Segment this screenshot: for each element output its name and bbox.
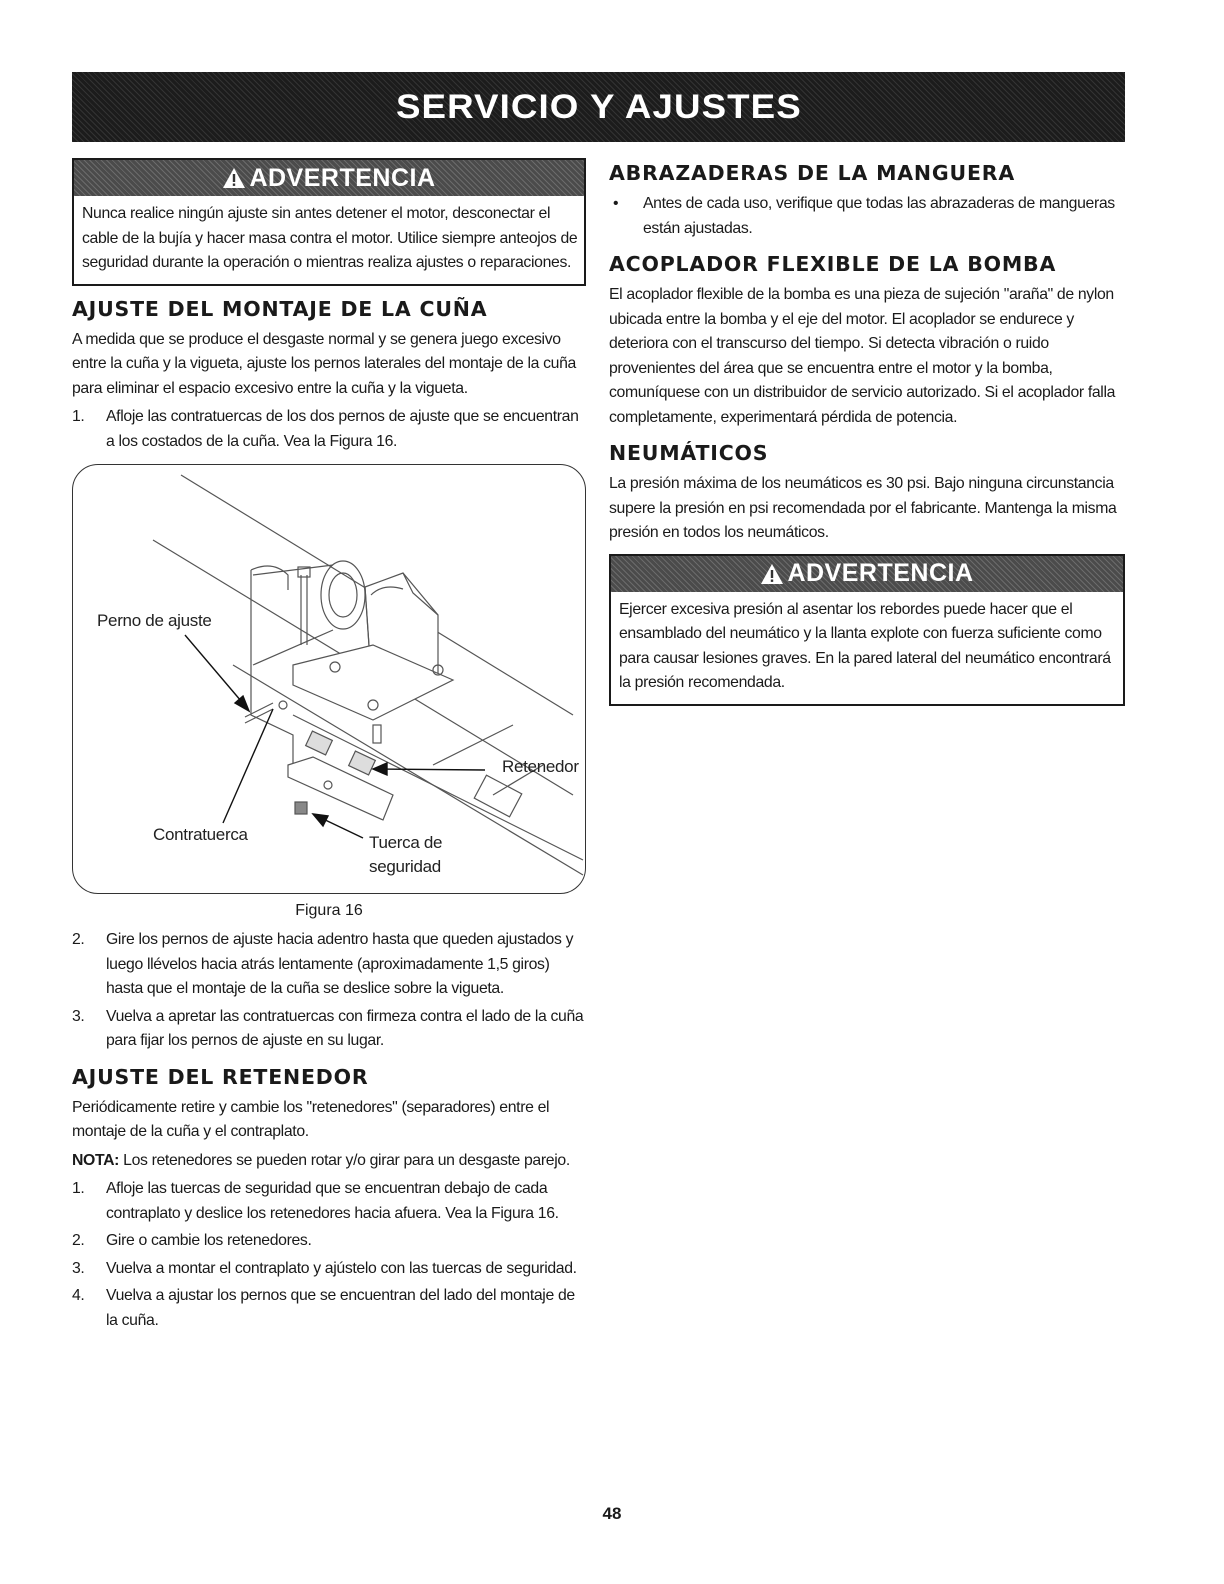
coupler-text: El acoplador flexible de la bomba es una pieza de sujeción "araña" de nylon ubicada entre la bomba y el eje del motor. El acoplador se endurece y deteriora con el transcurso del tiempo. Si detecta vibración o ruido provenientes del área que se encuentra entre el motor y la bomba, comuníquese con un distribuidor de servicio autorizado. Si el acoplador falla completamente, experimentará pérdida de potencia.	[609, 286, 1116, 426]
step-text: Gire los pernos de ajuste hacia adentro hasta que queden ajustados y luego llévelos hacia atrás lentamente (aproximadamente 1,5 giros) hasta que el montaje de la cuña se deslice sobre la vigueta.	[106, 931, 574, 997]
warning-text: Nunca realice ningún ajuste sin antes detener el motor, desconectar el cable de la bujía y hacer masa contra el motor. Utilice siempre anteojos de seguridad durante la operación o mientras realiza ajustes o reparaciones.	[82, 205, 578, 271]
list-item	[72, 1257, 586, 1282]
label-contratuerca: Contratuerca	[153, 825, 248, 844]
retainer-steps	[72, 1177, 586, 1333]
tires-text: La presión máxima de los neumáticos es 30 psi. Bajo ninguna circunstancia supere la presión en psi recomendada por el fabricante. Mantenga la misma presión en todos los neumáticos.	[609, 475, 1117, 541]
step-text: Vuelva a ajustar los pernos que se encuentran del lado del montaje de la cuña.	[106, 1287, 575, 1329]
wedge-intro: A medida que se produce el desgaste normal y se genera juego excesivo entre la cuña y la vigueta, ajuste los pernos laterales del montaje de la cuña para eliminar el espacio excesivo entre la cuña y la vigueta.	[72, 330, 576, 397]
step-number: 3.	[72, 1259, 85, 1277]
step-number: 3.	[72, 1007, 85, 1025]
wedge-assembly-illustration	[73, 465, 586, 894]
figure-caption: Figura 16	[295, 902, 363, 919]
wedge-steps-a	[72, 405, 586, 454]
list-item	[72, 1177, 586, 1226]
warning-box	[609, 554, 1125, 706]
bullet-text: Antes de cada uso, verifique que todas las abrazaderas de mangueras están ajustadas.	[643, 195, 1115, 237]
step-number: 2.	[72, 931, 85, 948]
figure-16	[72, 464, 586, 894]
banner-title: SERVICIO Y AJUSTES	[395, 87, 802, 126]
label-perno: Perno de ajuste	[97, 611, 212, 630]
step-number: 1.	[72, 1180, 85, 1197]
label-tuerca-1: Tuerca de	[369, 833, 443, 852]
step-number: 4.	[72, 1287, 85, 1304]
warning-text: Ejercer excesiva presión al asentar los rebordes puede hacer que el ensamblado del neumático y la llanta explote con fuerza suficiente como para causar lesiones graves. En la pared lateral del neumático encontrará la presión recomendada.	[619, 600, 1111, 691]
wedge-heading: AJUSTE DEL MONTAJE DE LA CUÑA	[72, 296, 488, 321]
left-column	[72, 158, 586, 1336]
list-item	[609, 192, 1125, 241]
retainer-heading: AJUSTE DEL RETENEDOR	[72, 1064, 369, 1089]
clamps-list	[609, 192, 1125, 241]
warning-title: ADVERTENCIA	[249, 163, 436, 192]
step-text: Gire o cambie los retenedores.	[106, 1232, 312, 1249]
note-label: NOTA:	[72, 1151, 120, 1169]
step-text: Afloje las contratuercas de los dos pernos de ajuste que se encuentran a los costados de la cuña. Vea la Figura 16.	[106, 408, 579, 450]
warning-title: ADVERTENCIA	[787, 559, 974, 587]
warning-box	[72, 158, 586, 286]
wedge-steps-b	[72, 928, 586, 1054]
step-text: Vuelva a montar el contraplato y ajústelo con las tuercas de seguridad.	[106, 1259, 577, 1277]
step-text: Vuelva a apretar las contratuercas con firmeza contra el lado de la cuña para fijar los pernos de ajuste en su lugar.	[106, 1007, 584, 1049]
bullet-icon: •	[613, 195, 619, 212]
section-banner	[72, 72, 1125, 142]
retainer-intro: Periódicamente retire y cambie los "retenedores" (separadores) entre el montaje de la cuña y el contraplato.	[72, 1098, 550, 1140]
list-item	[72, 1005, 586, 1054]
label-tuerca-2: seguridad	[369, 857, 441, 876]
coupler-heading: ACOPLADOR FLEXIBLE DE LA BOMBA	[609, 252, 1057, 276]
step-text: Afloje las tuercas de seguridad que se encuentran debajo de cada contraplato y deslice los retenedores hacia afuera. Vea la Figura 16.	[106, 1180, 559, 1222]
note-text: Los retenedores se pueden rotar y/o girar para un desgaste parejo.	[119, 1151, 570, 1169]
list-item	[72, 1229, 586, 1254]
warning-triangle-icon	[760, 563, 784, 585]
list-item	[72, 1284, 586, 1333]
step-number: 2.	[72, 1232, 85, 1249]
right-column	[609, 158, 1125, 706]
retainer-note	[72, 1149, 586, 1174]
clamps-heading: ABRAZADERAS DE LA MANGUERA	[609, 161, 1016, 185]
tires-heading: NEUMÁTICOS	[609, 441, 769, 465]
list-item	[72, 405, 586, 454]
warning-header	[611, 556, 1123, 592]
page-number: 48	[602, 1504, 622, 1523]
label-retenedor: Retenedor	[502, 757, 579, 776]
warning-header	[74, 160, 584, 196]
warning-triangle-icon	[222, 167, 246, 189]
step-number: 1.	[72, 408, 85, 425]
list-item	[72, 928, 586, 1002]
